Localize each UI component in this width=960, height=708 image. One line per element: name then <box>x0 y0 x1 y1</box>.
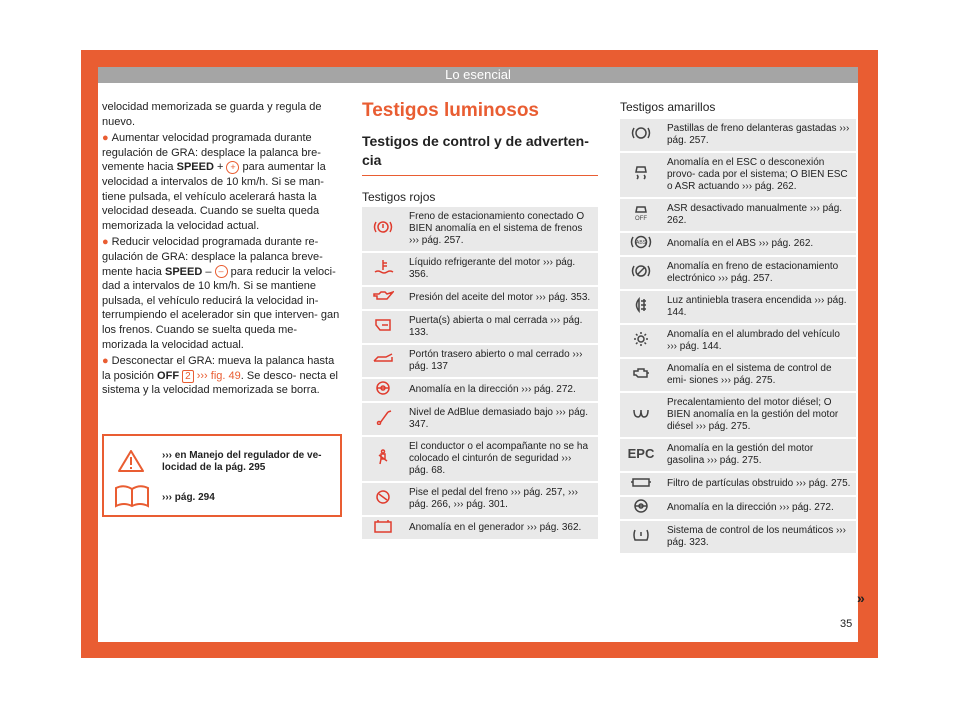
brake-circle-icon <box>362 207 404 251</box>
rear-fog-icon <box>620 291 662 323</box>
adblue-icon <box>362 403 404 435</box>
indicator-description: Anomalía en la gestión del motor gasolina ››› pág. 275. <box>662 439 856 471</box>
indicator-row <box>362 287 598 309</box>
position-number: 2 <box>182 370 194 383</box>
indicator-description: Presión del aceite del motor ››› pág. 353. <box>404 287 598 309</box>
indicator-row <box>362 379 598 401</box>
indicator-row <box>362 403 598 435</box>
section-header: Lo esencial <box>98 67 858 83</box>
indicator-description: Anomalía en el alumbrado del vehículo ››› pág. 144. <box>662 325 856 357</box>
indicator-description: Anomalía en freno de estacionamiento electrónico ››› pág. 257. <box>662 257 856 289</box>
svg-text:OFF: OFF <box>635 216 647 221</box>
glow-plug-icon <box>620 393 662 437</box>
indicator-row <box>620 439 856 471</box>
bulb-icon <box>620 325 662 357</box>
plus-button-icon: + <box>226 161 239 174</box>
indicator-description: Portón trasero abierto o mal cerrado ››› pág. 137 <box>404 345 598 377</box>
indicator-row <box>362 437 598 481</box>
indicator-description: Anomalía en la dirección ››› pág. 272. <box>662 497 856 519</box>
bullet-icon: ● <box>102 132 109 145</box>
indicator-row <box>362 253 598 285</box>
page-number: 35 <box>840 618 853 630</box>
red-lights-table <box>362 205 598 541</box>
indicator-row <box>620 153 856 197</box>
indicator-description: Luz antiniebla trasera encendida ››› pág. 144. <box>662 291 856 323</box>
indicator-description: Líquido refrigerante del motor ››› pág. 356. <box>404 253 598 285</box>
indicator-description: El conductor o el acompañante no se ha colocado el cinturón de seguridad ››› pág. 68. <box>404 437 598 481</box>
bullet-decrease: ● Reducir velocidad programada durante re- gulación de GRA: desplace la palanca breve- mente hacia SPEED – – para reducir la veloci- dad a intervalos de 10 km/h. Si se mantiene pulsada, el vehículo reducirá la velocidad in- terrumpiendo el acelerador sin que interven- gan los frenos. Cuando se suelta queda me- morizada la velocidad actual. <box>102 236 340 351</box>
brake-pedal-icon <box>362 483 404 515</box>
esc-icon <box>620 153 662 197</box>
indicator-row <box>620 521 856 553</box>
particle-filter-icon <box>620 473 662 495</box>
bullet-icon: ● <box>102 236 109 249</box>
minus-button-icon: – <box>215 265 228 278</box>
paragraph: velocidad memorizada se guarda y regula de nuevo. <box>102 101 322 128</box>
indicator-row <box>362 311 598 343</box>
tire-pressure-icon <box>620 521 662 553</box>
book-icon <box>114 484 150 508</box>
indicator-row <box>620 359 856 391</box>
indicator-description: Filtro de partículas obstruido ››› pág. 275. <box>662 473 856 495</box>
abs-icon <box>620 233 662 255</box>
warning-reference[interactable]: ››› en Manejo del regulador de ve- locidad de la pág. 295 <box>162 450 322 473</box>
coolant-icon <box>362 253 404 285</box>
manual-reference[interactable]: ››› pág. 294 <box>162 492 215 503</box>
steering-yellow-icon <box>620 497 662 519</box>
indicator-description: Anomalía en la dirección ››› pág. 272. <box>404 379 598 401</box>
column-1 <box>102 100 342 400</box>
indicator-row <box>620 257 856 289</box>
indicator-description: Pastillas de freno delanteras gastadas ››› pág. 257. <box>662 119 856 151</box>
indicator-row <box>362 517 598 539</box>
indicator-description: Anomalía en el generador ››› pág. 362. <box>404 517 598 539</box>
indicator-description: Anomalía en el ESC o desconexión provo- cada por el sistema; O BIEN ESC o ASR actuando ››› pág. 262. <box>662 153 856 197</box>
epc-icon <box>620 439 662 471</box>
indicator-row <box>620 473 856 495</box>
indicator-row <box>620 497 856 519</box>
svg-text:EPC: EPC <box>628 446 654 461</box>
bullet-icon: ● <box>102 355 109 368</box>
engine-icon <box>620 359 662 391</box>
divider <box>362 175 598 176</box>
red-lights-heading: Testigos rojos <box>362 190 436 204</box>
asr-off-icon <box>620 199 662 231</box>
yellow-lights-heading: Testigos amarillos <box>620 100 716 114</box>
battery-icon <box>362 517 404 539</box>
warning-triangle-icon <box>118 450 144 472</box>
indicator-row <box>620 325 856 357</box>
indicator-description: Sistema de control de los neumáticos ››› pág. 323. <box>662 521 856 553</box>
indicator-description: Anomalía en el ABS ››› pág. 262. <box>662 233 856 255</box>
trunk-open-icon <box>362 345 404 377</box>
svg-text:ABS: ABS <box>635 240 647 246</box>
indicator-description: Pise el pedal del freno ››› pág. 257, ››› pág. 266, ››› pág. 301. <box>404 483 598 515</box>
bullet-off: ● Desconectar el GRA: mueva la palanca hasta la posición OFF 2 ››› fig. 49. Se desco- necta el sistema y la velocidad memorizada se borra. <box>102 355 338 397</box>
indicator-row <box>362 207 598 251</box>
steering-icon <box>362 379 404 401</box>
bullet-increase: ● Aumentar velocidad programada durante regulación de GRA: desplace la palanca bre- vemente hacia SPEED + + para aumentar la velocidad a intervalos de 10 km/h. Si se man- tiene pulsada, el vehículo acelerará hasta la velocidad deseada. Cuando se suelta queda memorizada la velocidad actual. <box>102 132 326 232</box>
epb-icon <box>620 257 662 289</box>
seatbelt-icon <box>362 437 404 481</box>
warning-box <box>102 434 342 517</box>
indicator-description: Freno de estacionamiento conectado O BIEN anomalía en el sistema de frenos ››› pág. 257. <box>404 207 598 251</box>
section-title: Testigos luminosos <box>362 100 540 121</box>
indicator-row <box>362 483 598 515</box>
section-subtitle: Testigos de control y de adverten- cia <box>362 133 589 168</box>
brake-pads-icon <box>620 119 662 151</box>
oil-can-icon <box>362 287 404 309</box>
indicator-row <box>620 291 856 323</box>
indicator-row <box>620 199 856 231</box>
door-open-icon <box>362 311 404 343</box>
indicator-description: Precalentamiento del motor diésel; O BIEN anomalía en la gestión del motor diésel ››› pág. 275. <box>662 393 856 437</box>
indicator-row <box>362 345 598 377</box>
indicator-row <box>620 233 856 255</box>
indicator-row <box>620 119 856 151</box>
indicator-description: Nivel de AdBlue demasiado bajo ››› pág. 347. <box>404 403 598 435</box>
figure-link[interactable]: ››› fig. 49 <box>196 369 241 382</box>
indicator-description: Puerta(s) abierta o mal cerrada ››› pág. 133. <box>404 311 598 343</box>
yellow-lights-table <box>620 117 856 555</box>
indicator-description: Anomalía en el sistema de control de emi- siones ››› pág. 275. <box>662 359 856 391</box>
indicator-description: ASR desactivado manualmente ››› pág. 262. <box>662 199 856 231</box>
continue-mark: » <box>857 590 865 606</box>
indicator-row <box>620 393 856 437</box>
